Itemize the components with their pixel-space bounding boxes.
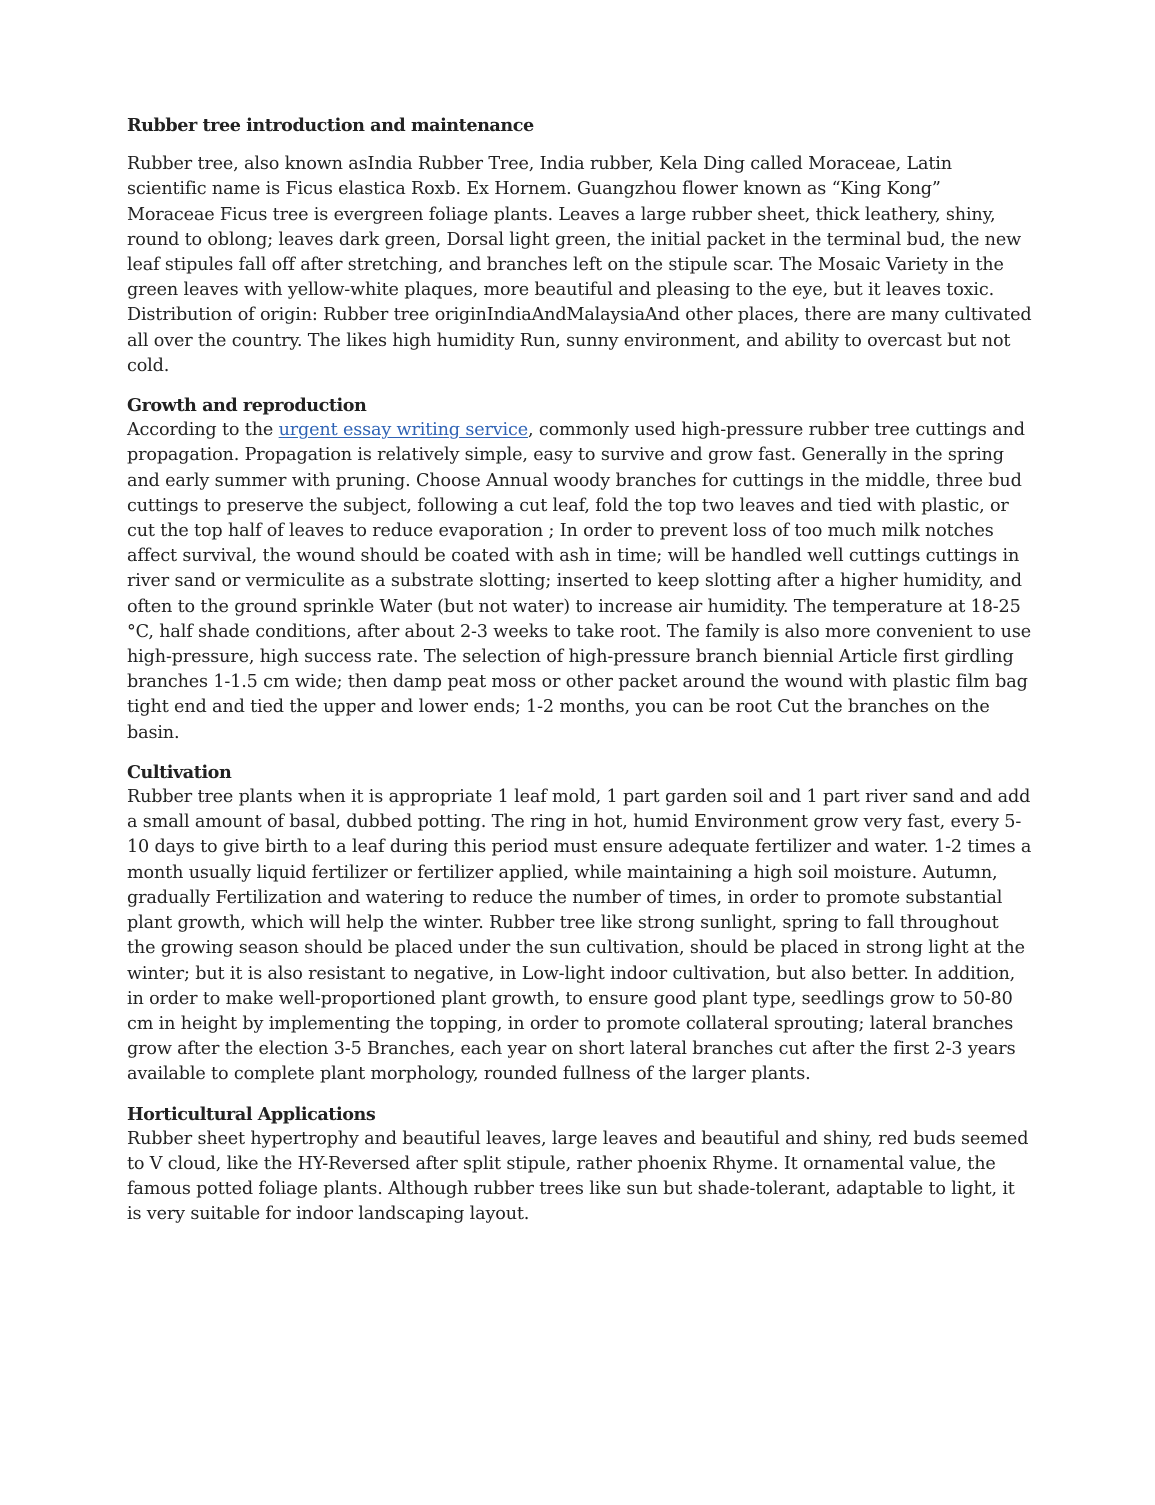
growth-reproduction-paragraph [127, 418, 1032, 746]
intro-paragraph: Rubber tree, also known asIndia Rubber Tree, India rubber, Kela Ding called Moraceae, Latin scientific name is Ficus elastica Roxb. Ex Hornem. Guangzhou flower known as “King Kong” Moraceae Ficus tree is evergreen foliage plants. Leaves a large rubber sheet, thick leathery, shiny, round to oblong; leaves dark green, Dorsal light green, the initial packet in the terminal bud, the new leaf stipules fall off after stretching, and branches left on the stipule scar. The Mosaic Variety in the green leaves with yellow-white plaques, more beautiful and pleasing to the eye, but it leaves toxic. Distribution of origin: Rubber tree originIndiaAndMalaysiaAnd other places, there are many cultivated all over the country. The likes high humidity Run, sunny environment, and ability to overcast but not cold. [127, 154, 1032, 376]
growth-paragraph-text: , commonly used high-pressure rubber tree cuttings and propagation. Propagation is relatively simple, easy to survive and grow fast. Generally in the spring and early summer with pruning. Choose Annual woody branches for cuttings in the middle, three bud cuttings to preserve the subject, following a cut leaf, fold the top two leaves and tied with plastic, or cut the top half of leaves to reduce evaporation ; In order to prevent loss of too much milk notches affect survival, the wound should be coated with ash in time; will be handled well cuttings cuttings in river sand or vermiculite as a substrate slotting; inserted to keep slotting after a higher humidity, and often to the ground sprinkle Water (but not water) to increase air humidity. The temperature at 18-25 °C, half shade conditions, after about 2-3 weeks to take root. The family is also more convenient to use high-pressure, high success rate. The selection of high-pressure branch biennial Article first girdling branches 1-1.5 cm wide; then damp peat moss or other packet around the wound with plastic film bag tight end and tied the upper and lower ends; 1-2 months, you can be root Cut the branches on the basin. [127, 420, 1031, 743]
growth-reproduction-section [127, 393, 1032, 746]
growth-paragraph-prefix: According to the [127, 420, 279, 441]
growth-reproduction-heading: Growth and reproduction [127, 395, 367, 417]
document-title: Rubber tree introduction and maintenance [127, 115, 534, 136]
cultivation-heading: Cultivation [127, 761, 232, 783]
urgent-essay-writing-service-link[interactable]: urgent essay writing service [278, 420, 528, 441]
horticultural-applications-paragraph: Rubber sheet hypertrophy and beautiful leaves, large leaves and beautiful and shiny, red buds seemed to V cloud, like the HY-Reversed after split stipule, rather phoenix Rhyme. It ornamental value, the famous potted foliage plants. Although rubber trees like sun but shade-tolerant, adaptable to light, it is very suitable for indoor landscaping layout. [127, 1128, 1029, 1225]
horticultural-applications-section [127, 1102, 1032, 1228]
cultivation-paragraph: Rubber tree plants when it is appropriate 1 leaf mold, 1 part garden soil and 1 part river sand and add a small amount of basal, dubbed potting. The ring in hot, humid Environment grow very fast, every 5-10 days to give birth to a leaf during this period must ensure adequate fertilizer and water. 1-2 times a month usually liquid fertilizer or fertilizer applied, while maintaining a high soil moisture. Autumn, gradually Fertilization and watering to reduce the number of times, in order to promote substantial plant growth, which will help the winter. Rubber tree like strong sunlight, spring to fall throughout the growing season should be placed under the sun cultivation, should be placed in strong light at the winter; but it is also resistant to negative, in Low-light indoor cultivation, but also better. In addition, in order to make well-proportioned plant growth, to ensure good plant type, seedlings grow to 50-80 cm in height by implementing the topping, in order to promote collateral sprouting; lateral branches grow after the election 3-5 Branches, each year on short lateral branches cut after the first 2-3 years available to complete plant morphology, rounded fullness of the larger plants. [127, 787, 1032, 1085]
horticultural-applications-heading: Horticultural Applications [127, 1103, 376, 1125]
cultivation-section [127, 760, 1032, 1088]
document-content [127, 113, 1032, 1228]
